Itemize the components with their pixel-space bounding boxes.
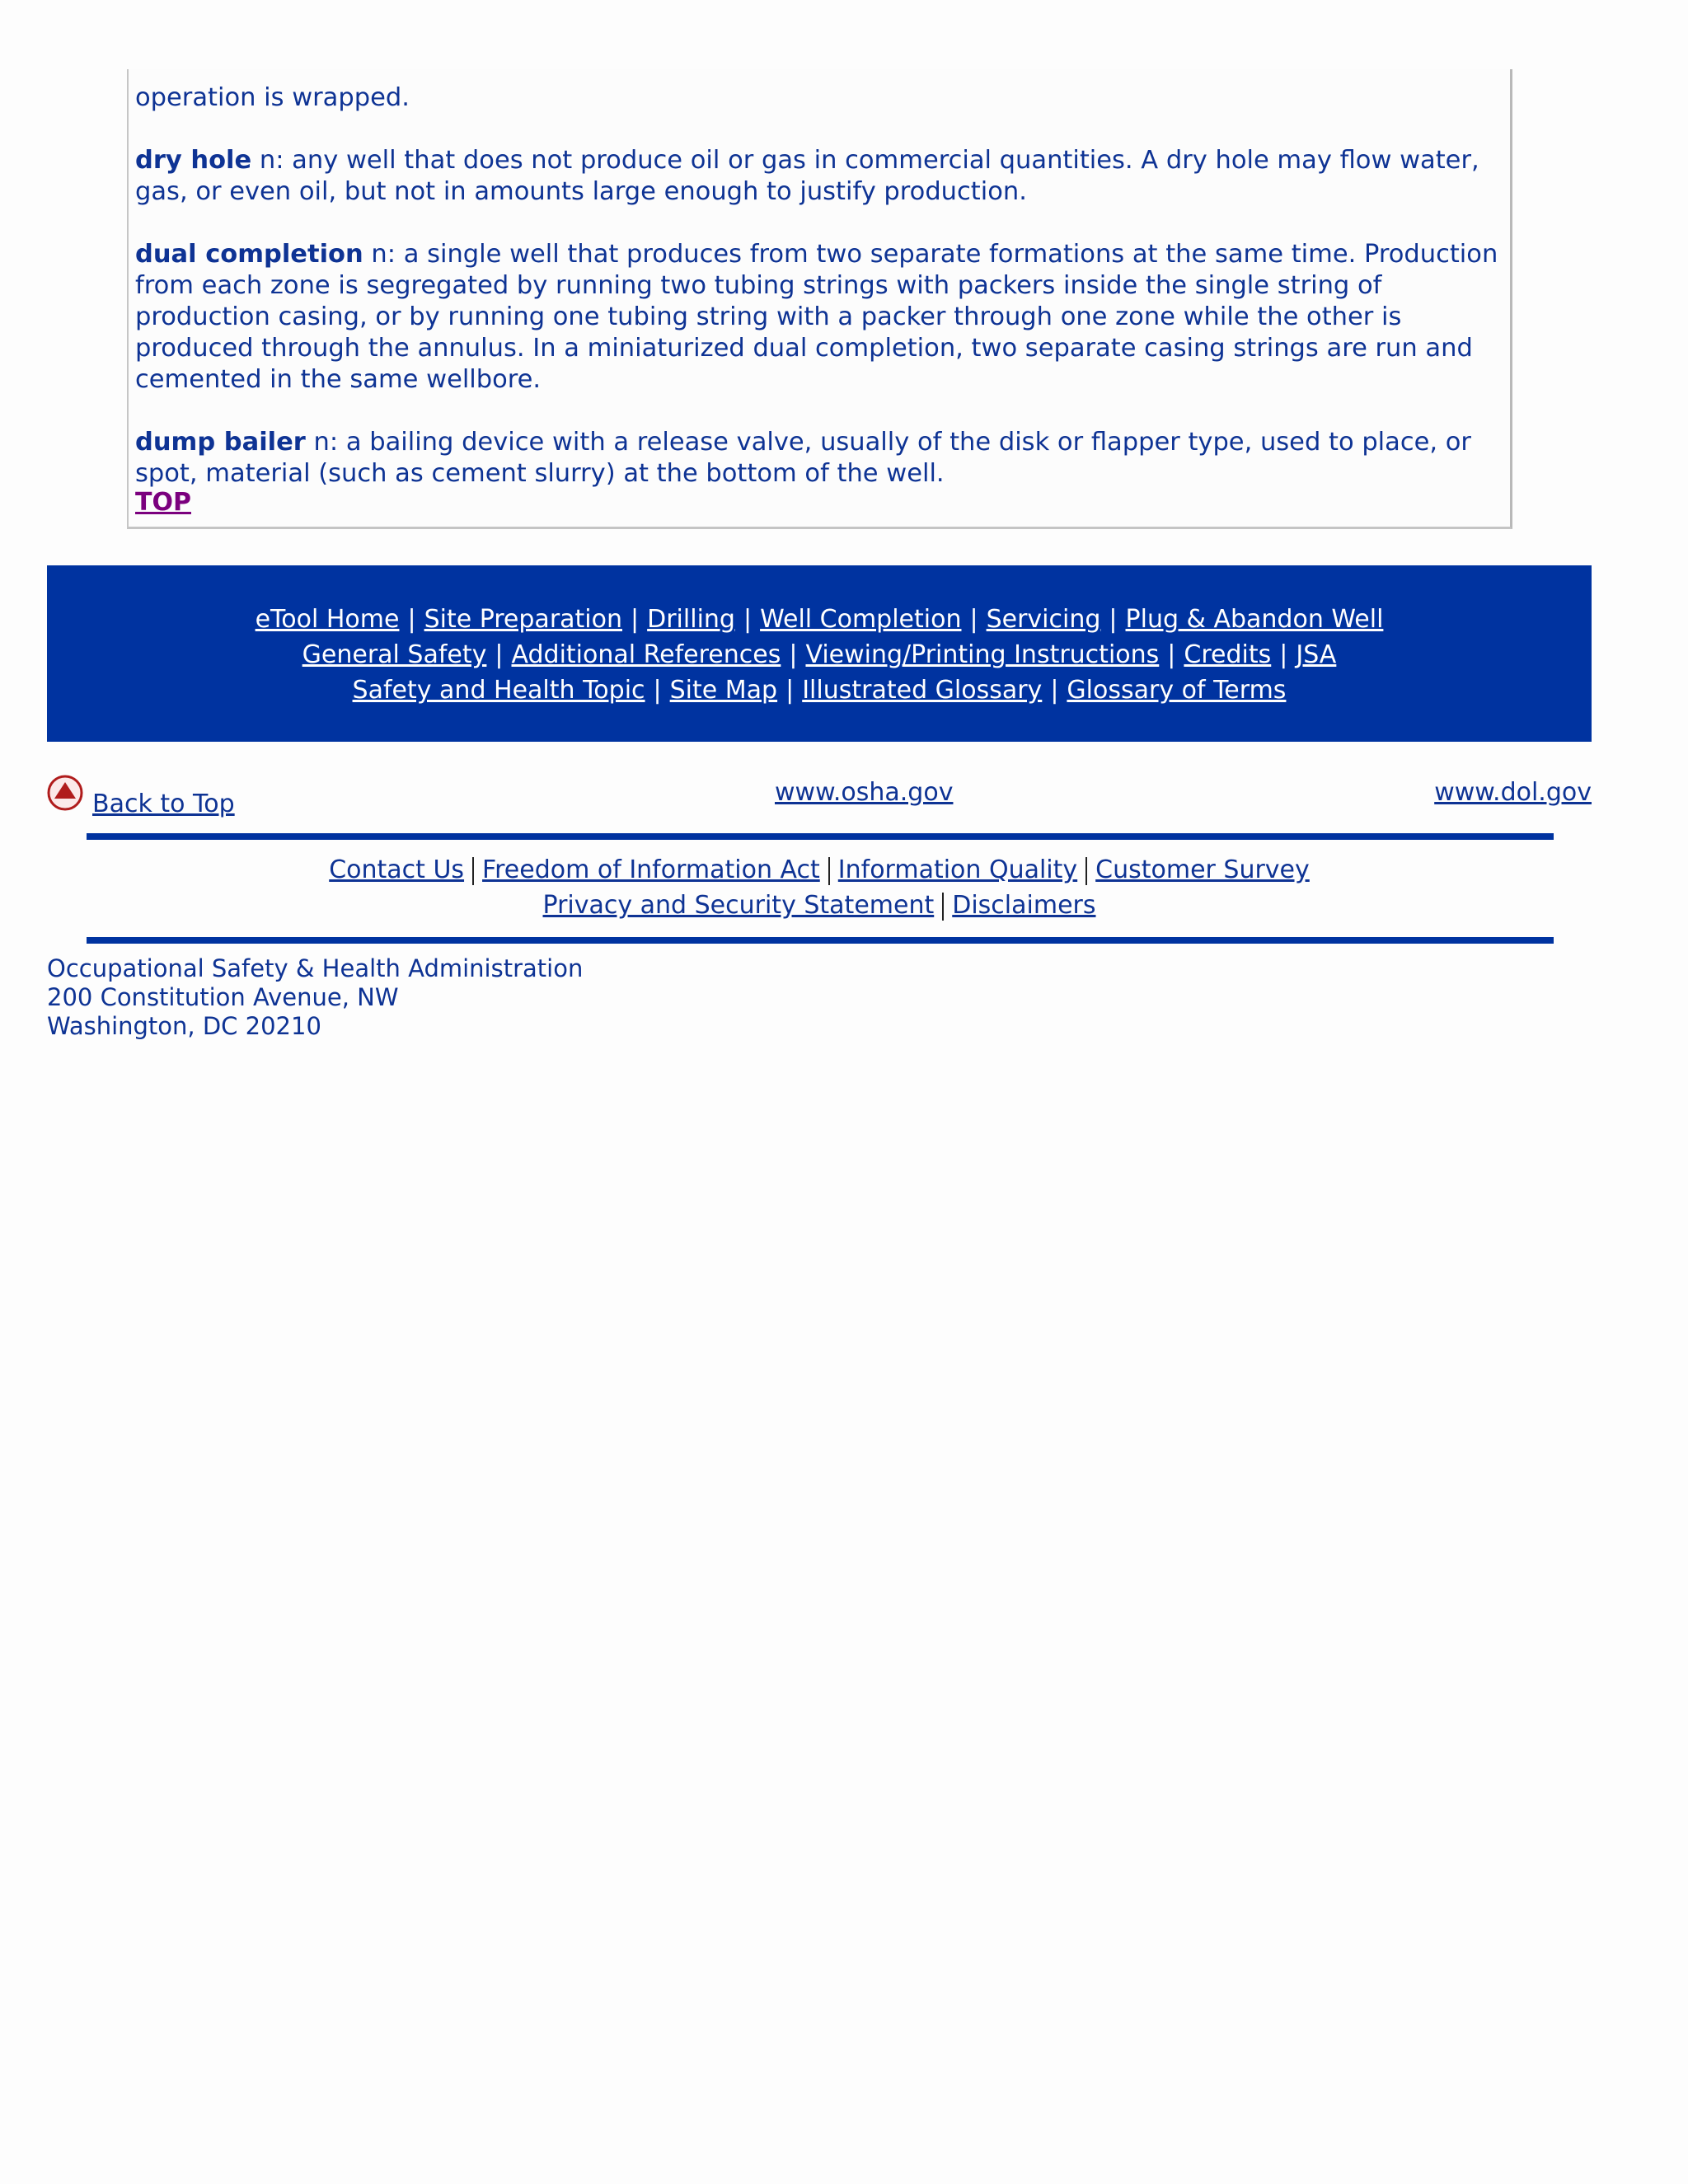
glossary-entry-dump-bailer [135, 427, 1503, 490]
nav-site-preparation[interactable]: Site Preparation [424, 605, 623, 634]
nav-safety-health-topic[interactable]: Safety and Health Topic [352, 676, 645, 705]
address-line: Occupational Safety & Health Administration [47, 954, 584, 982]
nav-row-3: Safety and Health Topic | Site Map | Illustrated Glossary | Glossary of Terms [352, 676, 1287, 705]
footer-links-row-2 [0, 888, 1639, 923]
glossary-term: dry hole [135, 146, 252, 175]
nav-etool-home[interactable]: eTool Home [255, 605, 400, 634]
osha-link[interactable]: www.osha.gov [775, 778, 954, 807]
glossary-panel [127, 69, 1512, 529]
glossary-entry-dual-completion [135, 239, 1503, 396]
glossary-definition: n: a single well that produces from two separate formations at the same time. Production from each zone is segregated by running two tubing strings with packers inside the single string of production casing, or by running one tubing string with a packer through one zone while the other is produced through the annulus. In a miniaturized dual completion, two separate casing strings are run and cemented in the same wellbore. [135, 240, 1498, 394]
glossary-term: dual completion [135, 240, 363, 269]
customer-survey-link[interactable]: Customer Survey [1095, 855, 1310, 884]
agency-address [47, 954, 583, 1041]
nav-credits[interactable]: Credits [1184, 640, 1272, 669]
nav-drilling[interactable]: Drilling [647, 605, 735, 634]
address-line: Washington, DC 20210 [47, 1012, 321, 1040]
privacy-statement-link[interactable]: Privacy and Security Statement [542, 891, 935, 920]
nav-additional-references[interactable]: Additional References [511, 640, 781, 669]
glossary-definition: n: a bailing device with a release valve, usually of the disk or flapper type, used to place, or spot, material (such as cement slurry) at the bottom of the well. [135, 428, 1471, 488]
divider [87, 937, 1554, 944]
up-arrow-icon[interactable] [47, 775, 83, 811]
glossary-term: dump bailer [135, 428, 306, 457]
nav-glossary-of-terms[interactable]: Glossary of Terms [1067, 676, 1287, 705]
nav-viewing-printing[interactable]: Viewing/Printing Instructions [805, 640, 1160, 669]
nav-row-2: General Safety | Additional References | Viewing/Printing Instructions | Credits | JSA [302, 640, 1337, 669]
glossary-continuation: operation is wrapped. [135, 83, 410, 112]
back-to-top-link[interactable]: Back to Top [92, 790, 235, 818]
glossary-definition: n: any well that does not produce oil or gas in commercial quantities. A dry hole may flow water, gas, or even oil, but not in amounts large enough to justify production. [135, 146, 1479, 206]
nav-site-map[interactable]: Site Map [669, 676, 778, 705]
nav-illustrated-glossary[interactable]: Illustrated Glossary [802, 676, 1043, 705]
dol-link[interactable]: www.dol.gov [1434, 778, 1592, 807]
top-link[interactable]: TOP [135, 488, 191, 517]
contact-us-link[interactable]: Contact Us [329, 855, 465, 884]
glossary-text [135, 82, 1503, 490]
nav-well-completion[interactable]: Well Completion [760, 605, 962, 634]
site-navigation [47, 565, 1592, 742]
information-quality-link[interactable]: Information Quality [837, 855, 1078, 884]
nav-plug-abandon-well[interactable]: Plug & Abandon Well [1125, 605, 1384, 634]
footer-links-row-1 [0, 852, 1639, 888]
nav-row-1: eTool Home | Site Preparation | Drilling | Well Completion | Servicing | Plug & Abandon Well [255, 605, 1384, 634]
glossary-entry-dry-hole [135, 145, 1503, 208]
nav-jsa[interactable]: JSA [1296, 640, 1337, 669]
foia-link[interactable]: Freedom of Information Act [482, 855, 820, 884]
nav-servicing[interactable]: Servicing [986, 605, 1101, 634]
address-line: 200 Constitution Avenue, NW [47, 983, 399, 1011]
disclaimers-link[interactable]: Disclaimers [952, 891, 1096, 920]
nav-general-safety[interactable]: General Safety [302, 640, 487, 669]
divider [87, 833, 1554, 840]
